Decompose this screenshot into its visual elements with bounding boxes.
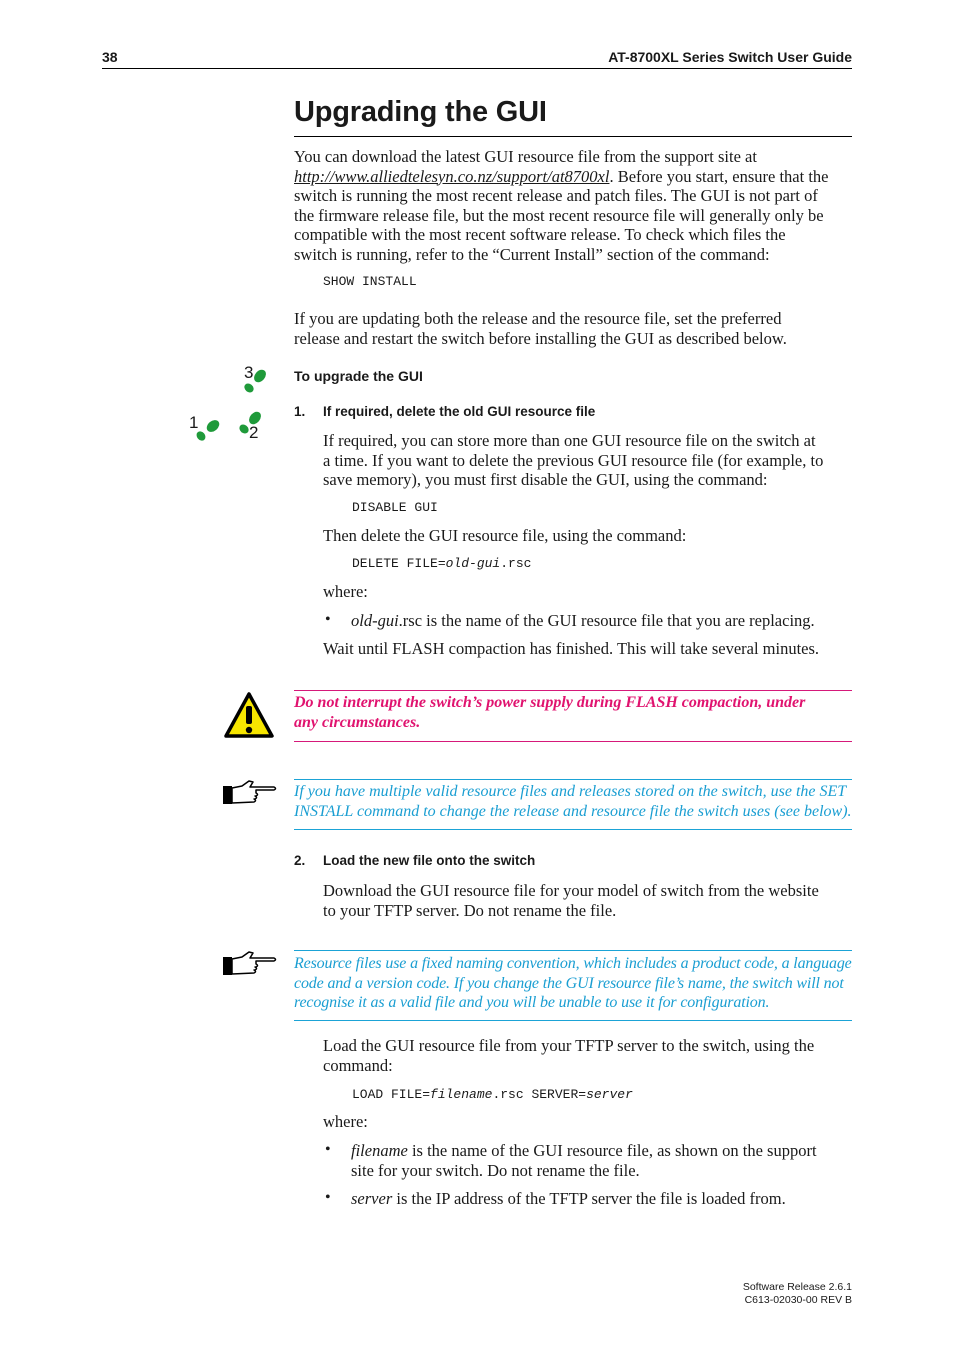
warning-text xyxy=(294,693,854,733)
load-paragraph xyxy=(323,1036,855,1075)
warning-bottom-rule xyxy=(294,741,852,742)
release-line: If you are updating both the release and the resource file, set the preferred xyxy=(294,309,782,328)
delete-cmd-var: old-gui xyxy=(445,556,501,571)
old-gui-bullet xyxy=(351,611,815,631)
filename-bullet-line-2: site for your switch. Do not rename the file. xyxy=(351,1160,640,1180)
filename-bullet xyxy=(351,1141,856,1180)
warning-line: Do not interrupt the switch’s power supply during FLASH compaction, under xyxy=(294,694,806,711)
old-gui-var: old-gui xyxy=(351,611,399,630)
software-release: Software Release 2.6.1 xyxy=(742,1281,852,1293)
filename-bullet-line xyxy=(351,1141,856,1161)
warning-line: any circumstances. xyxy=(294,714,421,731)
step-1-line: If required, you can store more than one GUI resource file on the switch at xyxy=(323,431,816,450)
header-rule xyxy=(102,68,852,69)
filename-desc: is the name of the GUI resource file, as shown on the support xyxy=(407,1141,817,1160)
note-1-top-rule xyxy=(294,779,852,780)
server-desc: is the IP address of the TFTP server the file is loaded from. xyxy=(392,1189,786,1208)
footstep-number-2: 2 xyxy=(249,423,259,442)
step-1-number: 1. xyxy=(294,404,306,419)
pointing-hand-icon xyxy=(222,950,278,978)
step-2-number: 2. xyxy=(294,853,306,868)
intro-line: You can download the latest GUI resource file from the support site at xyxy=(294,147,757,166)
guide-title: AT-8700XL Series Switch User Guide xyxy=(608,49,852,65)
warning-top-rule xyxy=(294,690,852,691)
note-2-line: Resource files use a fixed naming convention, which includes a product code, a language xyxy=(294,955,852,972)
step-1-line: save memory), you must first disable the GUI, using the command: xyxy=(323,470,768,489)
load-cmd-server: server xyxy=(586,1087,633,1102)
load-cmd-filename: filename xyxy=(430,1087,493,1102)
footstep-number-3: 3 xyxy=(244,363,254,382)
load-line: command: xyxy=(323,1055,393,1075)
step-1-heading: If required, delete the old GUI resource file xyxy=(323,404,596,419)
step-1-line: a time. If you want to delete the previous GUI resource file (for example, to xyxy=(323,450,824,470)
note-2-text xyxy=(294,954,859,1013)
step-2-line: to your TFTP server. Do not rename the file. xyxy=(323,900,617,920)
server-bullet xyxy=(351,1189,786,1209)
note-2-top-rule xyxy=(294,950,852,951)
where-label-1: where: xyxy=(323,582,368,601)
release-paragraph xyxy=(294,309,854,348)
footer xyxy=(743,1281,852,1306)
pointing-hand-icon xyxy=(222,779,278,807)
delete-file-command xyxy=(352,556,531,571)
footsteps-procedure-icon xyxy=(186,365,268,447)
document-code: C613-02030-00 REV B xyxy=(744,1293,852,1306)
intro-line: the firmware release file, but the most recent resource file will generally only be xyxy=(294,205,824,225)
intro-paragraph xyxy=(294,147,854,264)
page-number: 38 xyxy=(102,49,118,65)
show-install-command: SHOW INSTALL xyxy=(323,274,417,289)
note-2-line: recognise it as a valid file and you will be unable to use it for configuration. xyxy=(294,994,770,1011)
delete-cmd-prefix: DELETE FILE= xyxy=(352,556,446,571)
wait-text: Wait until FLASH compaction has finished. This will take several minutes. xyxy=(323,639,820,658)
server-var: server xyxy=(351,1189,393,1208)
page-title: Upgrading the GUI xyxy=(294,96,547,128)
filename-var: filename xyxy=(351,1141,408,1160)
note-1-line: INSTALL command to change the release and resource file the switch uses (see below). xyxy=(294,802,852,820)
bullet-dot: • xyxy=(325,1189,331,1206)
title-rule xyxy=(294,136,852,137)
bullet-dot: • xyxy=(325,1141,331,1158)
warning-triangle-icon xyxy=(223,691,275,739)
step-1-paragraph xyxy=(323,431,855,490)
support-site-link[interactable]: http://www.alliedtelesyn.co.nz/support/at8700xl xyxy=(294,166,610,186)
disable-gui-command: DISABLE GUI xyxy=(352,500,438,515)
note-2-line: code and a version code. If you change the GUI resource file’s name, the switch will not xyxy=(294,974,844,992)
intro-line: switch is running the most recent release and patch files. The GUI is not part of xyxy=(294,186,818,205)
intro-line: compatible with the most recent software release. To check which files the xyxy=(294,225,786,244)
step-2-heading: Load the new file onto the switch xyxy=(323,853,536,868)
step-2-paragraph xyxy=(323,881,855,920)
release-line: release and restart the switch before installing the GUI as described below. xyxy=(294,328,787,348)
note-1-text xyxy=(294,782,859,821)
procedure-heading: To upgrade the GUI xyxy=(294,368,423,384)
where-label-2: where: xyxy=(323,1112,368,1131)
bullet-dot: • xyxy=(325,611,331,628)
note-1-bottom-rule xyxy=(294,829,852,830)
step-2-line: Download the GUI resource file for your model of switch from the website xyxy=(323,881,819,900)
load-cmd-prefix: LOAD FILE= xyxy=(352,1087,431,1102)
load-line: Load the GUI resource file from your TFTP server to the switch, using the xyxy=(323,1036,815,1055)
footstep-number-1: 1 xyxy=(189,413,199,432)
load-file-command xyxy=(352,1087,633,1102)
intro-line: switch is running, refer to the “Current Install” section of the command: xyxy=(294,244,770,264)
note-2-bottom-rule xyxy=(294,1020,852,1021)
note-1-line: If you have multiple valid resource files and releases stored on the switch, use the SET xyxy=(294,783,847,800)
then-delete-text: Then delete the GUI resource file, using the command: xyxy=(323,526,687,545)
old-gui-desc: .rsc is the name of the GUI resource file that you are replacing. xyxy=(398,611,815,630)
delete-cmd-suffix: .rsc xyxy=(500,556,532,571)
intro-link-tail: . Before you start, ensure that the xyxy=(609,166,829,186)
load-cmd-mid: .rsc SERVER= xyxy=(492,1087,587,1102)
intro-line-with-link xyxy=(294,167,854,187)
